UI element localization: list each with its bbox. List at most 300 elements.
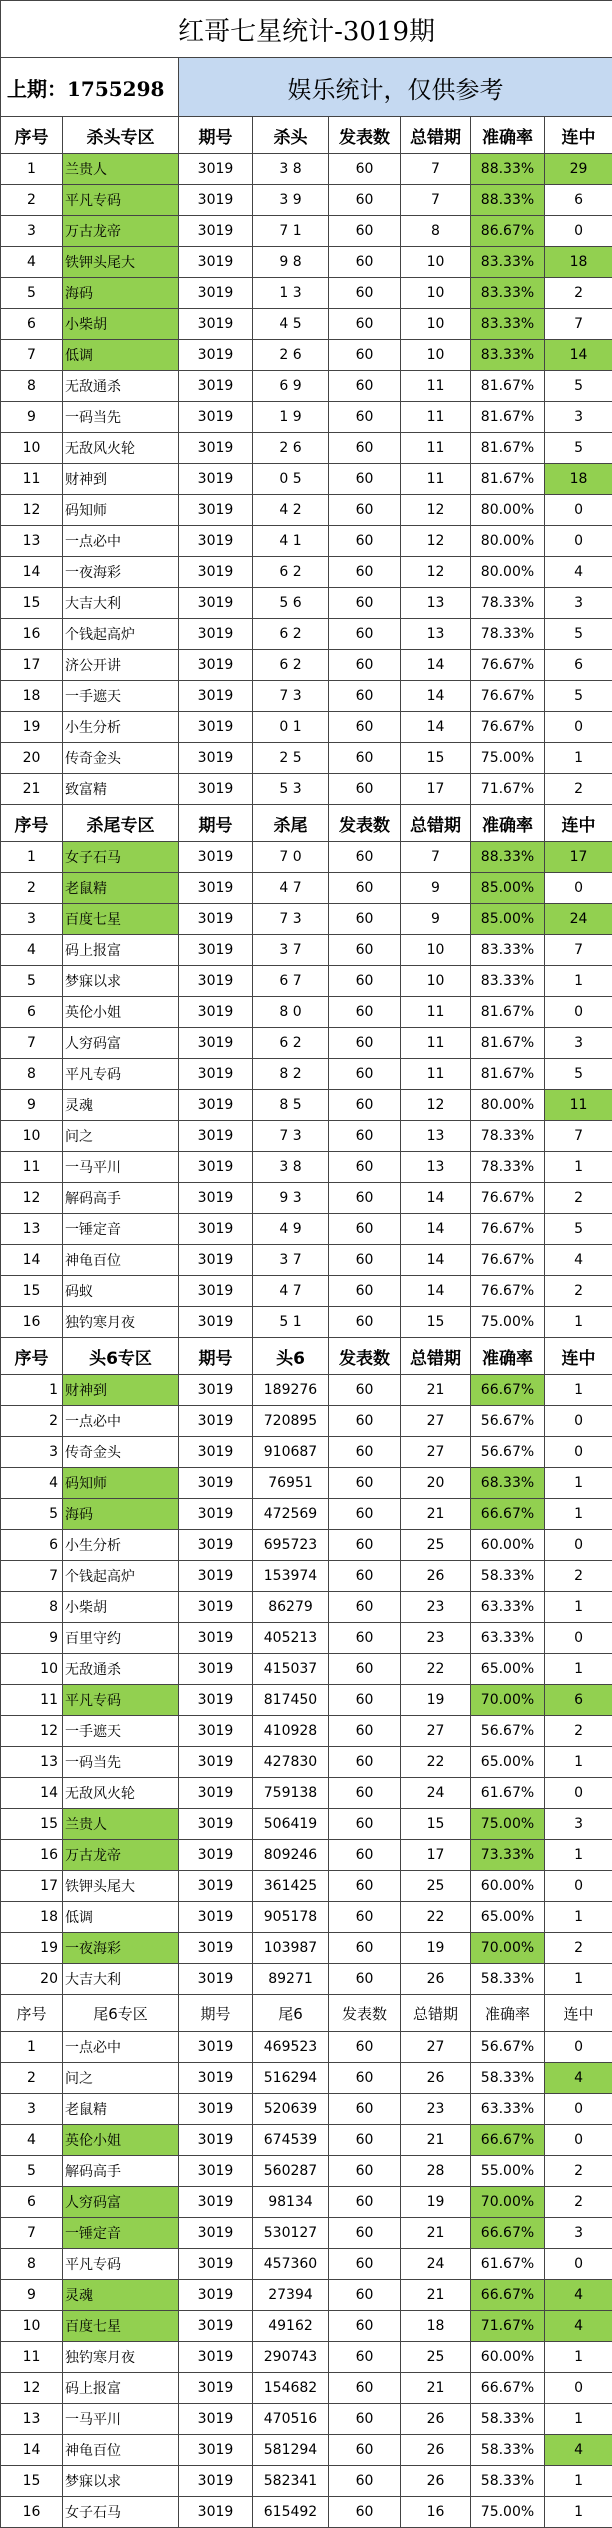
header-accuracy: 准确率 — [471, 117, 545, 154]
row-index: 16 — [1, 2497, 63, 2528]
table-row — [1, 712, 612, 743]
row-index: 6 — [1, 1530, 63, 1561]
row-errors: 14 — [401, 1183, 471, 1214]
row-period: 3019 — [179, 526, 253, 557]
row-name: 万古龙帝 — [63, 1840, 179, 1871]
row-index: 10 — [1, 433, 63, 464]
row-errors: 13 — [401, 1121, 471, 1152]
row-published: 60 — [329, 1437, 401, 1468]
table-row — [1, 1121, 612, 1152]
row-accuracy: 81.67% — [471, 1059, 545, 1090]
table-row — [1, 2404, 612, 2435]
row-streak: 1 — [545, 1964, 612, 1995]
row-published: 60 — [329, 712, 401, 743]
row-number: 2 5 — [253, 743, 329, 774]
row-number: 7 0 — [253, 842, 329, 873]
table-row — [1, 842, 612, 873]
row-index: 4 — [1, 935, 63, 966]
row-accuracy: 61.67% — [471, 1778, 545, 1809]
row-name: 女子石马 — [63, 842, 179, 873]
header-period: 期号 — [179, 1995, 253, 2032]
header-no: 序号 — [1, 1338, 63, 1375]
row-name: 一码当先 — [63, 1747, 179, 1778]
stats-body — [1, 1, 612, 2528]
row-index: 15 — [1, 2466, 63, 2497]
row-streak: 5 — [545, 371, 612, 402]
row-streak: 3 — [545, 588, 612, 619]
row-index: 15 — [1, 1809, 63, 1840]
row-streak: 0 — [545, 2094, 612, 2125]
row-name: 平凡专码 — [63, 185, 179, 216]
row-streak: 0 — [545, 1437, 612, 1468]
row-streak: 4 — [545, 2435, 612, 2466]
row-accuracy: 55.00% — [471, 2156, 545, 2187]
table-row — [1, 154, 612, 185]
row-errors: 14 — [401, 1276, 471, 1307]
row-accuracy: 76.67% — [471, 1183, 545, 1214]
row-accuracy: 66.67% — [471, 2125, 545, 2156]
row-index: 13 — [1, 1747, 63, 1778]
row-accuracy: 75.00% — [471, 1809, 545, 1840]
row-errors: 9 — [401, 904, 471, 935]
row-number: 469523 — [253, 2032, 329, 2063]
row-number: 695723 — [253, 1530, 329, 1561]
table-row — [1, 2156, 612, 2187]
row-streak: 4 — [545, 1245, 612, 1276]
row-accuracy: 88.33% — [471, 842, 545, 873]
row-published: 60 — [329, 1592, 401, 1623]
row-published: 60 — [329, 1028, 401, 1059]
row-name: 码上报富 — [63, 2373, 179, 2404]
row-name: 万古龙帝 — [63, 216, 179, 247]
row-streak: 7 — [545, 935, 612, 966]
row-period: 3019 — [179, 1561, 253, 1592]
header-number: 杀头 — [253, 117, 329, 154]
row-number: 8 5 — [253, 1090, 329, 1121]
row-number: 415037 — [253, 1654, 329, 1685]
row-streak: 6 — [545, 650, 612, 681]
row-number: 8 0 — [253, 997, 329, 1028]
row-errors: 11 — [401, 402, 471, 433]
row-errors: 9 — [401, 873, 471, 904]
row-name: 平凡专码 — [63, 1685, 179, 1716]
row-accuracy: 80.00% — [471, 1090, 545, 1121]
row-streak: 1 — [545, 2404, 612, 2435]
row-period: 3019 — [179, 2063, 253, 2094]
row-index: 16 — [1, 619, 63, 650]
row-number: 76951 — [253, 1468, 329, 1499]
row-errors: 7 — [401, 154, 471, 185]
row-accuracy: 61.67% — [471, 2249, 545, 2280]
header-number: 杀尾 — [253, 805, 329, 842]
header-period: 期号 — [179, 1338, 253, 1375]
table-row — [1, 2280, 612, 2311]
row-number: 3 7 — [253, 935, 329, 966]
table-row — [1, 588, 612, 619]
table-row — [1, 371, 612, 402]
row-name: 灵魂 — [63, 2280, 179, 2311]
row-index: 11 — [1, 1152, 63, 1183]
header-errors: 总错期 — [401, 805, 471, 842]
row-index: 19 — [1, 712, 63, 743]
row-streak: 0 — [545, 712, 612, 743]
row-name: 海码 — [63, 278, 179, 309]
row-name: 百里守约 — [63, 1623, 179, 1654]
row-errors: 21 — [401, 2218, 471, 2249]
row-errors: 14 — [401, 681, 471, 712]
row-published: 60 — [329, 873, 401, 904]
header-published: 发表数 — [329, 1995, 401, 2032]
row-period: 3019 — [179, 185, 253, 216]
row-number: 3 7 — [253, 1245, 329, 1276]
row-number: 6 7 — [253, 966, 329, 997]
row-published: 60 — [329, 1871, 401, 1902]
row-streak: 1 — [545, 743, 612, 774]
row-index: 20 — [1, 1964, 63, 1995]
row-accuracy: 56.67% — [471, 1716, 545, 1747]
row-index: 1 — [1, 1375, 63, 1406]
row-errors: 10 — [401, 247, 471, 278]
row-index: 11 — [1, 2342, 63, 2373]
row-published: 60 — [329, 1840, 401, 1871]
row-name: 码蚁 — [63, 1276, 179, 1307]
table-row — [1, 1437, 612, 1468]
row-published: 60 — [329, 1747, 401, 1778]
row-number: 720895 — [253, 1406, 329, 1437]
row-errors: 11 — [401, 997, 471, 1028]
row-accuracy: 56.67% — [471, 1437, 545, 1468]
row-published: 60 — [329, 216, 401, 247]
row-name: 老鼠精 — [63, 873, 179, 904]
row-number: 4 9 — [253, 1214, 329, 1245]
row-accuracy: 83.33% — [471, 966, 545, 997]
row-period: 3019 — [179, 1121, 253, 1152]
table-row — [1, 904, 612, 935]
row-published: 60 — [329, 1778, 401, 1809]
row-published: 60 — [329, 340, 401, 371]
row-number: 2 6 — [253, 340, 329, 371]
table-row — [1, 1840, 612, 1871]
row-number: 5 1 — [253, 1307, 329, 1338]
row-published: 60 — [329, 966, 401, 997]
row-period: 3019 — [179, 1747, 253, 1778]
row-index: 4 — [1, 247, 63, 278]
table-row — [1, 1028, 612, 1059]
row-name: 码知师 — [63, 495, 179, 526]
slogan-banner: 娱乐统计，仅供参考 — [179, 58, 612, 117]
row-number: 361425 — [253, 1871, 329, 1902]
row-name: 独钓寒月夜 — [63, 2342, 179, 2373]
row-name: 小柴胡 — [63, 1592, 179, 1623]
row-name: 大吉大利 — [63, 588, 179, 619]
row-published: 60 — [329, 1685, 401, 1716]
row-published: 60 — [329, 1468, 401, 1499]
row-index: 7 — [1, 1561, 63, 1592]
table-row — [1, 1592, 612, 1623]
row-accuracy: 81.67% — [471, 371, 545, 402]
row-accuracy: 81.67% — [471, 402, 545, 433]
row-streak: 2 — [545, 2156, 612, 2187]
row-period: 3019 — [179, 1059, 253, 1090]
row-number: 809246 — [253, 1840, 329, 1871]
row-index: 15 — [1, 588, 63, 619]
row-streak: 6 — [545, 185, 612, 216]
row-errors: 11 — [401, 371, 471, 402]
row-index: 8 — [1, 371, 63, 402]
row-number: 905178 — [253, 1902, 329, 1933]
header-accuracy: 准确率 — [471, 1995, 545, 2032]
row-streak: 4 — [545, 2063, 612, 2094]
row-accuracy: 60.00% — [471, 2342, 545, 2373]
row-name: 神龟百位 — [63, 2435, 179, 2466]
row-number: 7 1 — [253, 216, 329, 247]
row-errors: 26 — [401, 2435, 471, 2466]
section-header — [1, 1338, 612, 1375]
row-published: 60 — [329, 1245, 401, 1276]
row-streak: 14 — [545, 340, 612, 371]
row-errors: 11 — [401, 1059, 471, 1090]
row-published: 60 — [329, 743, 401, 774]
header-zone: 尾6专区 — [63, 1995, 179, 2032]
row-period: 3019 — [179, 1090, 253, 1121]
header-zone: 头6专区 — [63, 1338, 179, 1375]
table-row — [1, 1307, 612, 1338]
row-published: 60 — [329, 2435, 401, 2466]
row-accuracy: 81.67% — [471, 464, 545, 495]
row-published: 60 — [329, 2125, 401, 2156]
table-row — [1, 1276, 612, 1307]
row-accuracy: 83.33% — [471, 309, 545, 340]
row-index: 7 — [1, 1028, 63, 1059]
row-name: 一点必中 — [63, 2032, 179, 2063]
row-streak: 7 — [545, 309, 612, 340]
header-accuracy: 准确率 — [471, 805, 545, 842]
row-number: 5 6 — [253, 588, 329, 619]
row-errors: 14 — [401, 1214, 471, 1245]
row-number: 49162 — [253, 2311, 329, 2342]
row-number: 9 8 — [253, 247, 329, 278]
row-number: 6 9 — [253, 371, 329, 402]
row-errors: 10 — [401, 340, 471, 371]
row-accuracy: 85.00% — [471, 904, 545, 935]
row-accuracy: 66.67% — [471, 1499, 545, 1530]
row-accuracy: 56.67% — [471, 2032, 545, 2063]
row-errors: 15 — [401, 1809, 471, 1840]
row-published: 60 — [329, 557, 401, 588]
row-published: 60 — [329, 402, 401, 433]
row-number: 86279 — [253, 1592, 329, 1623]
row-number: 910687 — [253, 1437, 329, 1468]
table-row — [1, 2497, 612, 2528]
row-number: 4 1 — [253, 526, 329, 557]
row-accuracy: 81.67% — [471, 433, 545, 464]
row-name: 一点必中 — [63, 526, 179, 557]
row-published: 60 — [329, 1276, 401, 1307]
row-streak: 0 — [545, 873, 612, 904]
title-row — [1, 1, 612, 58]
row-name: 小生分析 — [63, 712, 179, 743]
row-published: 60 — [329, 904, 401, 935]
row-index: 20 — [1, 743, 63, 774]
row-index: 2 — [1, 873, 63, 904]
row-name: 一马平川 — [63, 2404, 179, 2435]
row-errors: 12 — [401, 557, 471, 588]
row-number: 6 2 — [253, 557, 329, 588]
table-row — [1, 1871, 612, 1902]
row-name: 铁钾头尾大 — [63, 247, 179, 278]
row-number: 817450 — [253, 1685, 329, 1716]
row-accuracy: 70.00% — [471, 2187, 545, 2218]
row-published: 60 — [329, 278, 401, 309]
row-accuracy: 71.67% — [471, 774, 545, 805]
row-accuracy: 86.67% — [471, 216, 545, 247]
row-period: 3019 — [179, 1214, 253, 1245]
row-period: 3019 — [179, 309, 253, 340]
row-period: 3019 — [179, 495, 253, 526]
row-number: 6 2 — [253, 1028, 329, 1059]
table-row — [1, 1561, 612, 1592]
row-errors: 14 — [401, 712, 471, 743]
table-row — [1, 2311, 612, 2342]
header-no: 序号 — [1, 1995, 63, 2032]
row-index: 6 — [1, 309, 63, 340]
row-errors: 26 — [401, 2404, 471, 2435]
row-index: 13 — [1, 526, 63, 557]
row-index: 5 — [1, 278, 63, 309]
row-index: 2 — [1, 1406, 63, 1437]
row-errors: 16 — [401, 2497, 471, 2528]
row-number: 405213 — [253, 1623, 329, 1654]
row-errors: 28 — [401, 2156, 471, 2187]
row-index: 10 — [1, 1121, 63, 1152]
row-published: 60 — [329, 935, 401, 966]
row-published: 60 — [329, 650, 401, 681]
row-streak: 1 — [545, 1902, 612, 1933]
table-row — [1, 681, 612, 712]
row-index: 18 — [1, 1902, 63, 1933]
row-published: 60 — [329, 681, 401, 712]
row-period: 3019 — [179, 2218, 253, 2249]
row-name: 小柴胡 — [63, 309, 179, 340]
row-name: 百度七星 — [63, 904, 179, 935]
table-row — [1, 1375, 612, 1406]
row-period: 3019 — [179, 1437, 253, 1468]
row-streak: 2 — [545, 1933, 612, 1964]
row-number: 674539 — [253, 2125, 329, 2156]
row-name: 个钱起高炉 — [63, 1561, 179, 1592]
row-period: 3019 — [179, 1964, 253, 1995]
row-accuracy: 83.33% — [471, 247, 545, 278]
header-published: 发表数 — [329, 117, 401, 154]
table-row — [1, 2249, 612, 2280]
row-period: 3019 — [179, 2249, 253, 2280]
row-period: 3019 — [179, 2497, 253, 2528]
row-errors: 17 — [401, 1840, 471, 1871]
row-streak: 0 — [545, 495, 612, 526]
row-period: 3019 — [179, 904, 253, 935]
row-name: 梦寐以求 — [63, 966, 179, 997]
row-number: 0 5 — [253, 464, 329, 495]
row-published: 60 — [329, 2311, 401, 2342]
row-name: 无敌通杀 — [63, 1654, 179, 1685]
header-zone: 杀尾专区 — [63, 805, 179, 842]
row-accuracy: 58.33% — [471, 1964, 545, 1995]
row-published: 60 — [329, 185, 401, 216]
row-number: 520639 — [253, 2094, 329, 2125]
row-index: 16 — [1, 1307, 63, 1338]
row-name: 百度七星 — [63, 2311, 179, 2342]
row-published: 60 — [329, 1561, 401, 1592]
row-name: 致富精 — [63, 774, 179, 805]
row-accuracy: 75.00% — [471, 2497, 545, 2528]
row-streak: 1 — [545, 1307, 612, 1338]
row-period: 3019 — [179, 2342, 253, 2373]
row-index: 17 — [1, 1871, 63, 1902]
header-errors: 总错期 — [401, 1338, 471, 1375]
row-period: 3019 — [179, 1685, 253, 1716]
row-errors: 15 — [401, 1307, 471, 1338]
row-streak: 3 — [545, 1809, 612, 1840]
row-published: 60 — [329, 2187, 401, 2218]
row-number: 4 7 — [253, 1276, 329, 1307]
row-name: 个钱起高炉 — [63, 619, 179, 650]
table-row — [1, 1183, 612, 1214]
row-published: 60 — [329, 1183, 401, 1214]
row-number: 8 2 — [253, 1059, 329, 1090]
row-errors: 22 — [401, 1654, 471, 1685]
row-published: 60 — [329, 1214, 401, 1245]
row-streak: 2 — [545, 1716, 612, 1747]
row-published: 60 — [329, 2063, 401, 2094]
row-errors: 14 — [401, 650, 471, 681]
table-row — [1, 1747, 612, 1778]
row-number: 6 2 — [253, 619, 329, 650]
table-row — [1, 185, 612, 216]
row-index: 4 — [1, 1468, 63, 1499]
row-index: 14 — [1, 557, 63, 588]
row-accuracy: 81.67% — [471, 1028, 545, 1059]
row-streak: 18 — [545, 464, 612, 495]
header-accuracy: 准确率 — [471, 1338, 545, 1375]
header-period: 期号 — [179, 117, 253, 154]
row-streak: 0 — [545, 1623, 612, 1654]
row-streak: 0 — [545, 2125, 612, 2156]
row-number: 516294 — [253, 2063, 329, 2094]
row-number: 506419 — [253, 1809, 329, 1840]
header-published: 发表数 — [329, 1338, 401, 1375]
row-errors: 19 — [401, 1933, 471, 1964]
row-name: 解码高手 — [63, 1183, 179, 1214]
row-errors: 10 — [401, 966, 471, 997]
row-accuracy: 76.67% — [471, 712, 545, 743]
row-accuracy: 88.33% — [471, 185, 545, 216]
row-streak: 3 — [545, 1028, 612, 1059]
row-published: 60 — [329, 1307, 401, 1338]
row-index: 2 — [1, 185, 63, 216]
row-number: 154682 — [253, 2373, 329, 2404]
row-streak: 5 — [545, 681, 612, 712]
row-streak: 2 — [545, 1276, 612, 1307]
row-period: 3019 — [179, 774, 253, 805]
row-errors: 10 — [401, 935, 471, 966]
row-streak: 0 — [545, 997, 612, 1028]
row-published: 60 — [329, 1623, 401, 1654]
row-accuracy: 78.33% — [471, 1152, 545, 1183]
row-published: 60 — [329, 588, 401, 619]
row-period: 3019 — [179, 371, 253, 402]
row-published: 60 — [329, 2497, 401, 2528]
row-name: 低调 — [63, 340, 179, 371]
